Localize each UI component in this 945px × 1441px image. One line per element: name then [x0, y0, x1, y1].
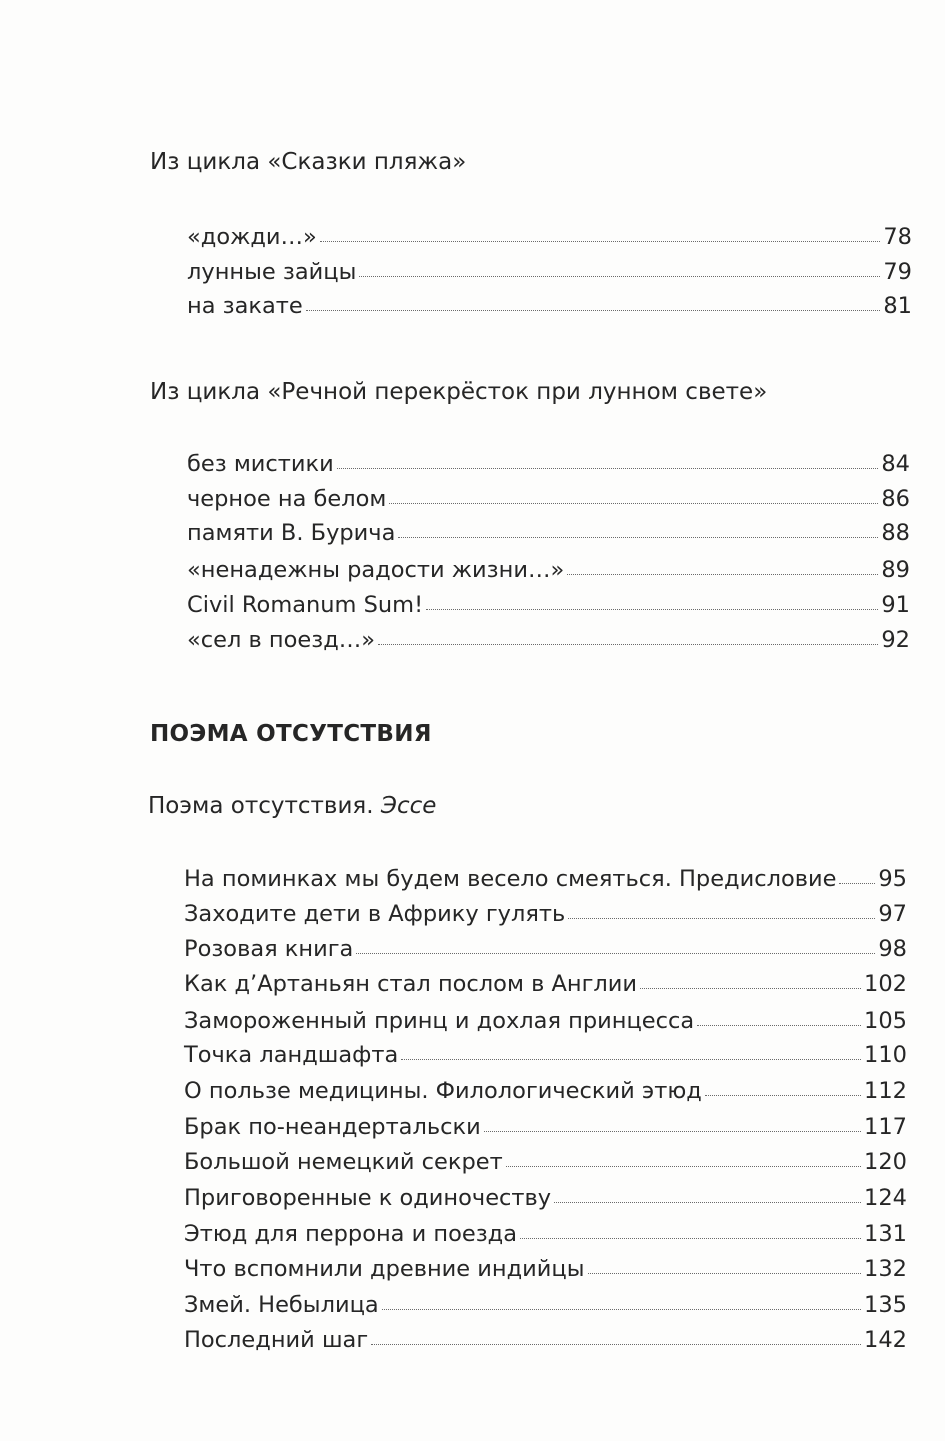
essay-title-text: Поэма отсутствия. [148, 793, 374, 819]
toc-entry[interactable] [184, 1254, 907, 1284]
entry-page: 110 [864, 1042, 907, 1068]
entry-title: О пользе медицины. Филологический этюд [184, 1078, 702, 1104]
toc-entry[interactable] [184, 969, 907, 999]
dot-leader [484, 1131, 861, 1132]
toc-entry[interactable] [187, 257, 912, 287]
entry-title: Брак по-неандертальски [184, 1114, 481, 1140]
entry-title: Розовая книга [184, 936, 354, 962]
toc-entry[interactable] [184, 1290, 907, 1320]
cycle-title: Из цикла «Сказки пляжа» [150, 149, 467, 175]
toc-entry[interactable] [187, 590, 910, 620]
dot-leader [426, 609, 878, 610]
toc-entry[interactable] [184, 1147, 907, 1177]
dot-leader [554, 1202, 861, 1203]
entry-page: 89 [881, 557, 910, 583]
toc-entry[interactable] [184, 1183, 907, 1213]
dot-leader [705, 1095, 861, 1096]
toc-entry[interactable] [187, 625, 910, 655]
toc-entry[interactable] [184, 899, 907, 929]
entry-page: 84 [881, 451, 910, 477]
dot-leader [371, 1344, 861, 1345]
dot-leader [389, 503, 878, 504]
dot-leader [382, 1309, 861, 1310]
entry-page: 120 [864, 1149, 907, 1175]
entry-title: «ненадежны радости жизни…» [187, 557, 565, 583]
entry-page: 102 [864, 971, 907, 997]
dot-leader [378, 644, 878, 645]
dot-leader [356, 953, 875, 954]
entry-title: на закате [187, 293, 303, 319]
entry-title: «дожди…» [187, 224, 317, 250]
toc-entry[interactable] [184, 1006, 907, 1036]
dot-leader [320, 241, 881, 242]
dot-leader [506, 1166, 861, 1167]
toc-entry[interactable] [184, 1112, 907, 1142]
entry-page: 135 [864, 1292, 907, 1318]
entry-page: 112 [864, 1078, 907, 1104]
essay-genre: Эссе [380, 793, 437, 819]
dot-leader [337, 468, 879, 469]
entry-page: 131 [864, 1221, 907, 1247]
entry-page: 132 [864, 1256, 907, 1282]
dot-leader [306, 310, 881, 311]
toc-entry[interactable] [184, 1040, 907, 1070]
cycle-title: Из цикла «Речной перекрёсток при лунном свете» [150, 379, 768, 405]
dot-leader [567, 574, 878, 575]
entry-title: Большой немецкий секрет [184, 1149, 503, 1175]
entry-page: 98 [878, 936, 907, 962]
toc-entry[interactable] [184, 1219, 907, 1249]
entry-page: 97 [878, 901, 907, 927]
entry-page: 95 [878, 866, 907, 892]
entry-page: 86 [881, 486, 910, 512]
entry-title: Последний шаг [184, 1327, 369, 1353]
entry-title: Замороженный принц и дохлая принцесса [184, 1008, 695, 1034]
section-title: ПОЭМА ОТСУТСТВИЯ [150, 721, 432, 747]
entry-title: «сел в поезд…» [187, 627, 376, 653]
dot-leader [839, 883, 875, 884]
entry-title: Этюд для перрона и поезда [184, 1221, 518, 1247]
entry-title: Точка ландшафта [184, 1042, 399, 1068]
entry-title: черное на белом [187, 486, 387, 512]
entry-page: 105 [864, 1008, 907, 1034]
toc-entry[interactable] [187, 518, 910, 548]
essay-title [148, 791, 436, 821]
toc-entry[interactable] [187, 555, 910, 585]
dot-leader [520, 1238, 861, 1239]
toc-entry[interactable] [187, 484, 910, 514]
entry-title: Змей. Небылица [184, 1292, 379, 1318]
entry-page: 124 [864, 1185, 907, 1211]
toc-entry[interactable] [187, 291, 912, 321]
entry-title: Что вспомнили древние индийцы [184, 1256, 585, 1282]
toc-entry[interactable] [187, 449, 910, 479]
dot-leader [640, 988, 861, 989]
entry-page: 88 [881, 520, 910, 546]
entry-title: памяти В. Бурича [187, 520, 396, 546]
entry-title: лунные зайцы [187, 259, 357, 285]
toc-entry[interactable] [184, 934, 907, 964]
entry-title: Приговоренные к одиночеству [184, 1185, 552, 1211]
dot-leader [697, 1025, 861, 1026]
entry-page: 92 [881, 627, 910, 653]
entry-title: Как д’Артаньян стал послом в Англии [184, 971, 638, 997]
entry-title: Заходите дети в Африку гулять [184, 901, 566, 927]
entry-title: Civil Romanum Sum! [187, 592, 424, 618]
entry-title: На поминках мы будем весело смеяться. Предисловие [184, 866, 837, 892]
dot-leader [359, 276, 880, 277]
toc-entry[interactable] [184, 864, 907, 894]
entry-page: 81 [883, 293, 912, 319]
toc-entry[interactable] [184, 1325, 907, 1355]
entry-page: 117 [864, 1114, 907, 1140]
entry-page: 79 [883, 259, 912, 285]
entry-page: 78 [883, 224, 912, 250]
toc-entry[interactable] [187, 222, 912, 252]
dot-leader [401, 1059, 861, 1060]
dot-leader [568, 918, 875, 919]
entry-page: 91 [881, 592, 910, 618]
dot-leader [588, 1273, 862, 1274]
dot-leader [398, 537, 878, 538]
entry-title: без мистики [187, 451, 334, 477]
entry-page: 142 [864, 1327, 907, 1353]
toc-entry[interactable] [184, 1076, 907, 1106]
